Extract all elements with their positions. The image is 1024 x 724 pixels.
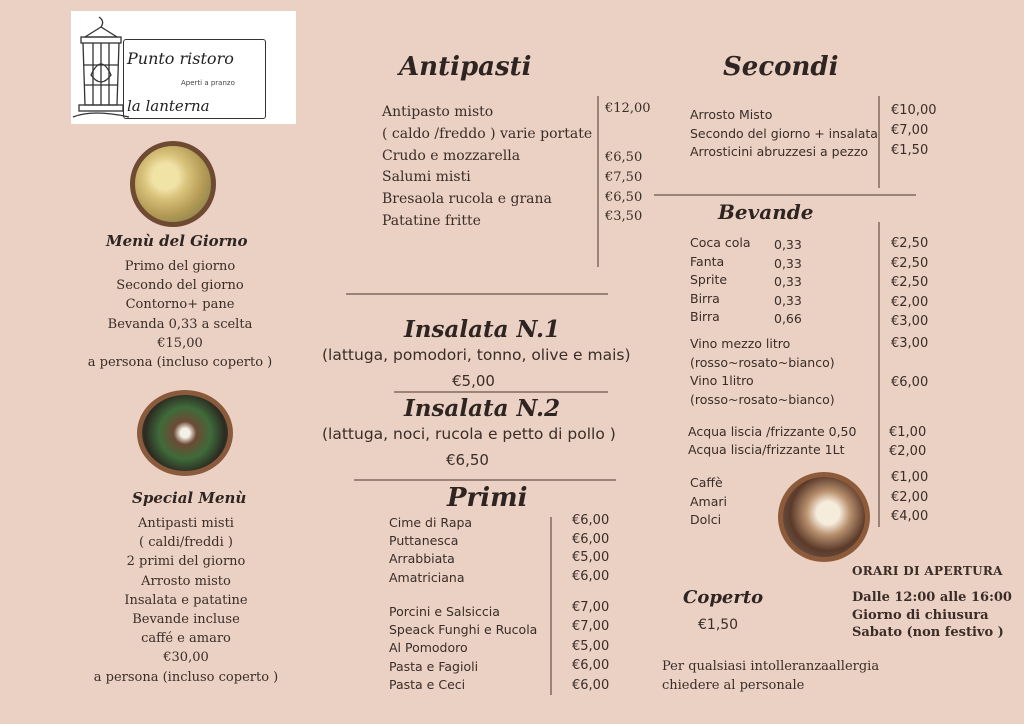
orari-line: Dalle 12:00 alle 16:00 <box>852 590 1012 605</box>
bevande-size: 0,33 <box>774 292 802 308</box>
extras-item: Amari <box>690 493 727 509</box>
antipasti-item: Antipasto misto <box>382 104 494 120</box>
bevande-price: €3,00 <box>891 314 929 330</box>
bevande-item: Fanta <box>690 253 725 269</box>
insalata2-description: (lattuga, noci, rucola e petto di pollo ) <box>322 425 616 443</box>
antipasti-price: €7,50 <box>605 169 643 185</box>
menu-giorno-list <box>80 257 280 372</box>
secondi-price: €10,00 <box>891 103 937 118</box>
bevande-title: Bevande <box>718 200 814 224</box>
primi-item: Puttanesca <box>389 533 459 549</box>
special-menu-price: €30,00 <box>163 650 209 666</box>
vino-mezzo-litro: Vino mezzo litro <box>690 336 791 351</box>
logo <box>71 11 296 124</box>
special-menu-line: 2 primi del giorno <box>126 554 246 570</box>
vino-mezzo-litro-price: €3,00 <box>891 336 929 351</box>
allergie-line: Per qualsiasi intolleranzaallergia <box>662 659 880 674</box>
dessert-photo <box>778 472 870 562</box>
vino-mezzo-litro-colors: (rosso~rosato~bianco) <box>690 355 835 370</box>
special-menu-list <box>86 514 286 687</box>
pasta-photo <box>130 141 216 227</box>
primi-price: €6,00 <box>572 568 610 584</box>
menu-giorno-line: Secondo del giorno <box>116 278 244 294</box>
antipasti-item: Patatine fritte <box>382 212 481 229</box>
antipasti-item: Bresaola rucola e grana <box>382 191 552 208</box>
menu-giorno-line: Contorno+ pane <box>125 297 235 313</box>
primi-price: €6,00 <box>572 677 610 693</box>
orari-list <box>852 589 1012 642</box>
primi-price: €6,00 <box>572 513 610 528</box>
primi-list-2 <box>389 603 537 694</box>
primi-title: Primi <box>447 483 528 513</box>
primi-list-1 <box>389 514 472 587</box>
primi-item: Pasta e Fagioli <box>389 658 479 674</box>
antipasti-price: €3,50 <box>605 209 643 225</box>
bevande-price: €2,00 <box>891 294 929 310</box>
bevande-price: €2,50 <box>891 255 929 271</box>
primi-item: Pasta e Ceci <box>389 676 466 692</box>
primi-item: Al Pomodoro <box>389 640 468 656</box>
secondi-prices <box>891 101 937 161</box>
secondi-price: €1,50 <box>891 143 929 158</box>
secondi-item: Secondo del giorno + insalata <box>690 125 878 141</box>
extras-list <box>690 474 727 530</box>
bevande-item: Sprite <box>690 272 728 288</box>
bevande-size: 0,33 <box>774 274 802 290</box>
insalata2-price: €6,50 <box>446 451 489 469</box>
bevande-item: Birra <box>690 290 720 306</box>
secondi-item: Arrosticini abruzzesi a pezzo <box>690 144 869 159</box>
primi-price: €6,00 <box>572 658 610 674</box>
special-menu-line: Antipasti misti <box>138 516 234 531</box>
antipasti-separator <box>346 293 608 295</box>
primi-divider <box>550 517 552 695</box>
bevande-item: Birra <box>690 309 720 325</box>
vino-litro: Vino 1litro <box>690 373 754 388</box>
lantern-icon <box>71 15 131 123</box>
insalata1-description: (lattuga, pomodori, tonno, olive e mais) <box>322 346 631 364</box>
insalata1-price: €5,00 <box>452 372 495 390</box>
primi-item: Cime di Rapa <box>389 515 473 530</box>
logo-title-line2: la lanterna <box>127 97 210 115</box>
primi-item: Porcini e Salsiccia <box>389 604 500 619</box>
bevande-item: Coca cola <box>690 235 751 250</box>
primi-price: €5,00 <box>572 638 610 654</box>
bevande-size: 0,33 <box>774 255 802 271</box>
antipasti-title: Antipasti <box>399 52 532 82</box>
acqua-large: Acqua liscia/frizzante 1Lt <box>688 442 845 457</box>
primi-price: €5,00 <box>572 550 610 566</box>
primi-prices-1 <box>572 512 609 586</box>
antipasti-price: €6,50 <box>605 150 643 165</box>
primi-price: €7,00 <box>572 600 610 615</box>
bevande-size: 0,33 <box>774 237 802 252</box>
extras-item: Caffè <box>690 475 723 490</box>
menu-giorno-line: Primo del giorno <box>124 259 236 274</box>
primi-price: €7,00 <box>572 619 610 635</box>
secondi-item: Arrosto Misto <box>690 107 773 122</box>
primi-item: Amatriciana <box>389 569 465 585</box>
vino-litro-price: €6,00 <box>891 375 929 390</box>
special-menu-line: caffé e amaro <box>141 631 231 647</box>
antipasti-item: Salumi misti <box>382 169 471 186</box>
orari-line: Sabato (non festivo ) <box>852 625 1004 640</box>
extras-price: €1,00 <box>891 470 929 485</box>
allergie-note <box>662 658 879 695</box>
bevande-price: €2,50 <box>891 236 929 251</box>
bevande-divider <box>878 222 880 527</box>
primi-item: Speack Funghi e Rucola <box>389 622 538 638</box>
antipasti-list <box>382 102 592 233</box>
vino-litro-colors: (rosso~rosato~bianco) <box>690 392 835 407</box>
extras-prices <box>891 468 928 527</box>
bevande-size: 0,66 <box>774 311 802 327</box>
primi-item: Arrabbiata <box>389 551 455 567</box>
coperto-title: Coperto <box>683 587 764 608</box>
antipasti-divider <box>597 96 599 267</box>
secondi-title: Secondi <box>723 52 839 82</box>
acqua-small: Acqua liscia /frizzante 0,50 <box>688 424 857 439</box>
special-menu-line: ( caldi/freddi ) <box>139 535 233 551</box>
primi-price: €6,00 <box>572 531 610 547</box>
orari-line: Giorno di chiusura <box>852 607 989 623</box>
secondi-list <box>690 106 878 162</box>
extras-price: €2,00 <box>891 489 929 505</box>
special-menu-title: Special Menù <box>132 489 247 507</box>
secondi-price: €7,00 <box>891 123 929 138</box>
coperto-price: €1,50 <box>698 617 739 633</box>
bevande-prices <box>891 234 928 332</box>
allergie-line: chiedere al personale <box>662 677 805 693</box>
special-menu-line: a persona (incluso coperto ) <box>93 669 279 685</box>
primi-separator <box>354 479 616 481</box>
logo-subtitle: Aperti a pranzo <box>181 79 235 87</box>
bevande-sizes <box>774 236 802 329</box>
special-menu-line: Insalata e patatine <box>124 592 248 608</box>
menu-giorno-line: Bevanda 0,33 a scelta <box>107 316 253 332</box>
bevande-price: €2,50 <box>891 275 929 291</box>
primi-prices-2 <box>572 598 609 695</box>
special-menu-line: Bevande incluse <box>132 612 240 628</box>
antipasti-price: €6,50 <box>605 189 643 205</box>
antipasti-item: Crudo e mozzarella <box>382 147 521 164</box>
extras-price: €4,00 <box>891 509 929 525</box>
salad-photo <box>137 390 233 476</box>
insalata1-title: Insalata N.1 <box>404 316 561 343</box>
antipasti-price: €12,00 <box>605 101 651 116</box>
acqua-large-price: €2,00 <box>889 444 927 459</box>
insalata-separator <box>394 391 608 393</box>
antipasti-item: ( caldo /freddo ) varie portate <box>382 125 593 142</box>
antipasti-prices <box>605 148 642 227</box>
secondi-separator <box>654 194 916 196</box>
secondi-divider <box>878 96 880 188</box>
menu-giorno-title: Menù del Giorno <box>106 232 248 250</box>
bevande-drinks <box>690 234 751 327</box>
special-menu-line: Arrosto misto <box>141 573 231 589</box>
acqua-small-price: €1,00 <box>889 425 927 440</box>
menu-giorno-line: a persona (incluso coperto ) <box>87 355 273 371</box>
extras-item: Dolci <box>690 512 722 528</box>
menu-giorno-price: €15,00 <box>157 335 203 351</box>
logo-title-line1: Punto ristoro <box>127 49 234 68</box>
insalata2-title: Insalata N.2 <box>404 395 561 422</box>
orari-title: ORARI DI APERTURA <box>852 564 1003 578</box>
